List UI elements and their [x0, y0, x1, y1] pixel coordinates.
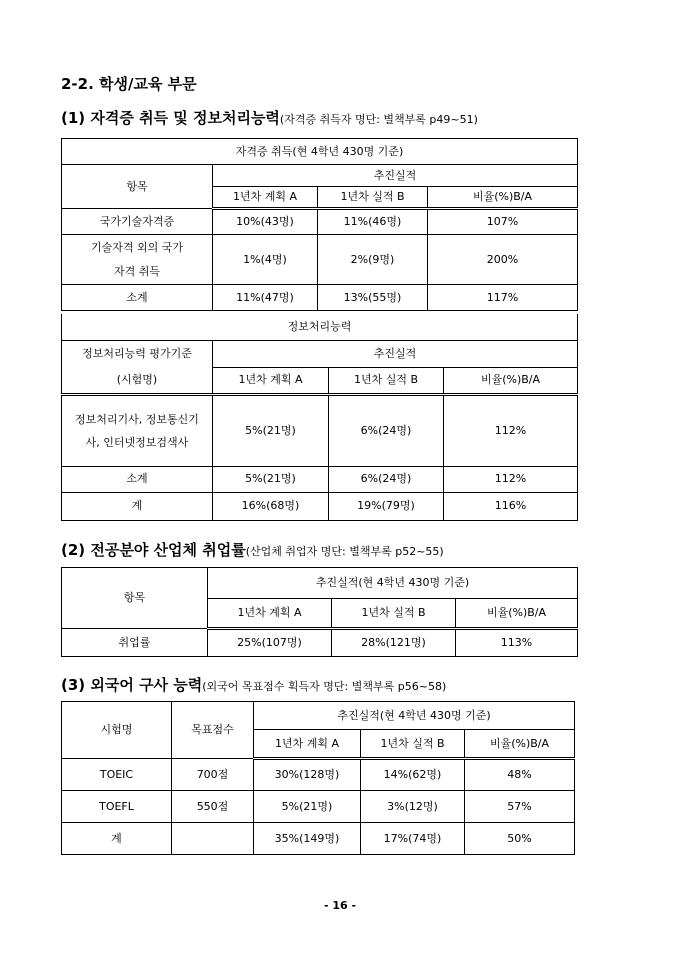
row-actual: 6%(24명): [329, 394, 444, 466]
col-ratio: 비율(%)B/A: [456, 599, 578, 629]
subsection-2-note: (산업체 취업자 명단: 별책부록 p52~55): [245, 545, 444, 558]
row-ratio: 57%: [465, 791, 575, 823]
subsection-1-note: (자격증 취득자 명단: 별책부록 p49~51): [279, 113, 478, 126]
target-header: 목표점수: [172, 702, 254, 759]
row-ratio: 112%: [444, 466, 578, 492]
row-item: [62, 394, 213, 466]
col-ratio: 비율(%)B/A: [444, 367, 578, 394]
row-actual: 17%(74명): [361, 823, 465, 855]
row-plan: 5%(21명): [213, 394, 329, 466]
info-header-line1: 정보처리능력 평가기준: [62, 340, 213, 367]
row-ratio: 116%: [444, 492, 578, 520]
row-plan: 30%(128명): [254, 759, 361, 791]
row-plan: 5%(21명): [213, 466, 329, 492]
row-plan: 16%(68명): [213, 492, 329, 520]
row-plan: 1%(4명): [213, 235, 318, 285]
table-row: [62, 466, 578, 492]
emp-item-header: 항목: [62, 568, 208, 629]
row-plan: 35%(149명): [254, 823, 361, 855]
row-item-text: 기술자격 외의 국가자격 취득: [90, 240, 183, 278]
section-title: 2-2. 학생/교육 부문: [61, 75, 197, 93]
row-item: [62, 235, 213, 285]
row-actual: 11%(46명): [318, 209, 428, 235]
col-actual-b: 1년차 실적 B: [332, 599, 456, 629]
subsection-1-heading: [61, 107, 478, 128]
col-actual-b: 1년차 실적 B: [361, 730, 465, 759]
cert-info-table: [61, 138, 578, 311]
info-header-line2: (시험명): [62, 367, 213, 394]
table-row: [62, 629, 578, 657]
emp-caption: 추진실적(현 4학년 430명 기준): [208, 568, 578, 599]
row-plan: 11%(47명): [213, 285, 318, 311]
subsection-1-title: (1) 자격증 취득 및 정보처리능력: [61, 109, 280, 127]
subsection-3-note: (외국어 목표점수 획득자 명단: 별책부록 p56~58): [202, 680, 447, 693]
row-actual: 6%(24명): [329, 466, 444, 492]
row-exam: 계: [62, 823, 172, 855]
exam-header: 시험명: [62, 702, 172, 759]
row-ratio: 107%: [428, 209, 578, 235]
row-ratio: 112%: [444, 394, 578, 466]
row-actual: 2%(9명): [318, 235, 428, 285]
row-item: 계: [62, 492, 213, 520]
row-ratio: 113%: [456, 629, 578, 657]
row-item: 소계: [62, 285, 213, 311]
row-target: [172, 823, 254, 855]
employment-table: [61, 567, 578, 657]
row-ratio: 50%: [465, 823, 575, 855]
row-target: 550점: [172, 791, 254, 823]
subsection-3-title: (3) 외국어 구사 능력: [61, 676, 203, 694]
col-plan-a: 1년차 계획 A: [254, 730, 361, 759]
row-ratio: 117%: [428, 285, 578, 311]
row-actual: 28%(121명): [332, 629, 456, 657]
row-item: 소계: [62, 466, 213, 492]
row-actual: 3%(12명): [361, 791, 465, 823]
item-header: 항목: [62, 165, 213, 209]
info-processing-table: [61, 314, 578, 521]
subsection-2-heading: [61, 539, 444, 560]
col-ratio: 비율(%)B/A: [428, 187, 578, 209]
row-item: 국가기술자격증: [62, 209, 213, 235]
cert-caption: 자격증 취득(현 4학년 430명 기준): [62, 139, 578, 165]
row-item: 취업률: [62, 629, 208, 657]
subsection-3-heading: [61, 674, 446, 695]
foreign-language-table: [61, 701, 575, 855]
row-ratio: 200%: [428, 235, 578, 285]
col-plan-a: 1년차 계획 A: [213, 187, 318, 209]
row-actual: 19%(79명): [329, 492, 444, 520]
table-row: [62, 285, 578, 311]
row-ratio: 48%: [465, 759, 575, 791]
table-row: [62, 235, 578, 285]
info-progress-header: 추진실적: [213, 340, 578, 367]
table-row: [62, 394, 578, 466]
row-plan: 5%(21명): [254, 791, 361, 823]
page-number: - 16 -: [323, 899, 357, 912]
table-row: [62, 791, 575, 823]
row-item-text: 정보처리기사, 정보통신기사, 인터넷정보검색사: [75, 412, 199, 449]
row-actual: 14%(62명): [361, 759, 465, 791]
progress-header: 추진실적: [213, 165, 578, 187]
col-actual-b: 1년차 실적 B: [318, 187, 428, 209]
table-row-total: [62, 492, 578, 520]
col-plan-a: 1년차 계획 A: [213, 367, 329, 394]
info-caption: 정보처리능력: [62, 314, 578, 340]
table-row: [62, 209, 578, 235]
col-ratio: 비율(%)B/A: [465, 730, 575, 759]
row-exam: TOEFL: [62, 791, 172, 823]
lang-caption: 추진실적(현 4학년 430명 기준): [254, 702, 575, 730]
row-target: 700점: [172, 759, 254, 791]
row-plan: 25%(107명): [208, 629, 332, 657]
row-exam: TOEIC: [62, 759, 172, 791]
row-actual: 13%(55명): [318, 285, 428, 311]
col-actual-b: 1년차 실적 B: [329, 367, 444, 394]
table-row: [62, 759, 575, 791]
subsection-2-title: (2) 전공분야 산업체 취업률: [61, 541, 246, 559]
col-plan-a: 1년차 계획 A: [208, 599, 332, 629]
table-row-total: [62, 823, 575, 855]
row-plan: 10%(43명): [213, 209, 318, 235]
